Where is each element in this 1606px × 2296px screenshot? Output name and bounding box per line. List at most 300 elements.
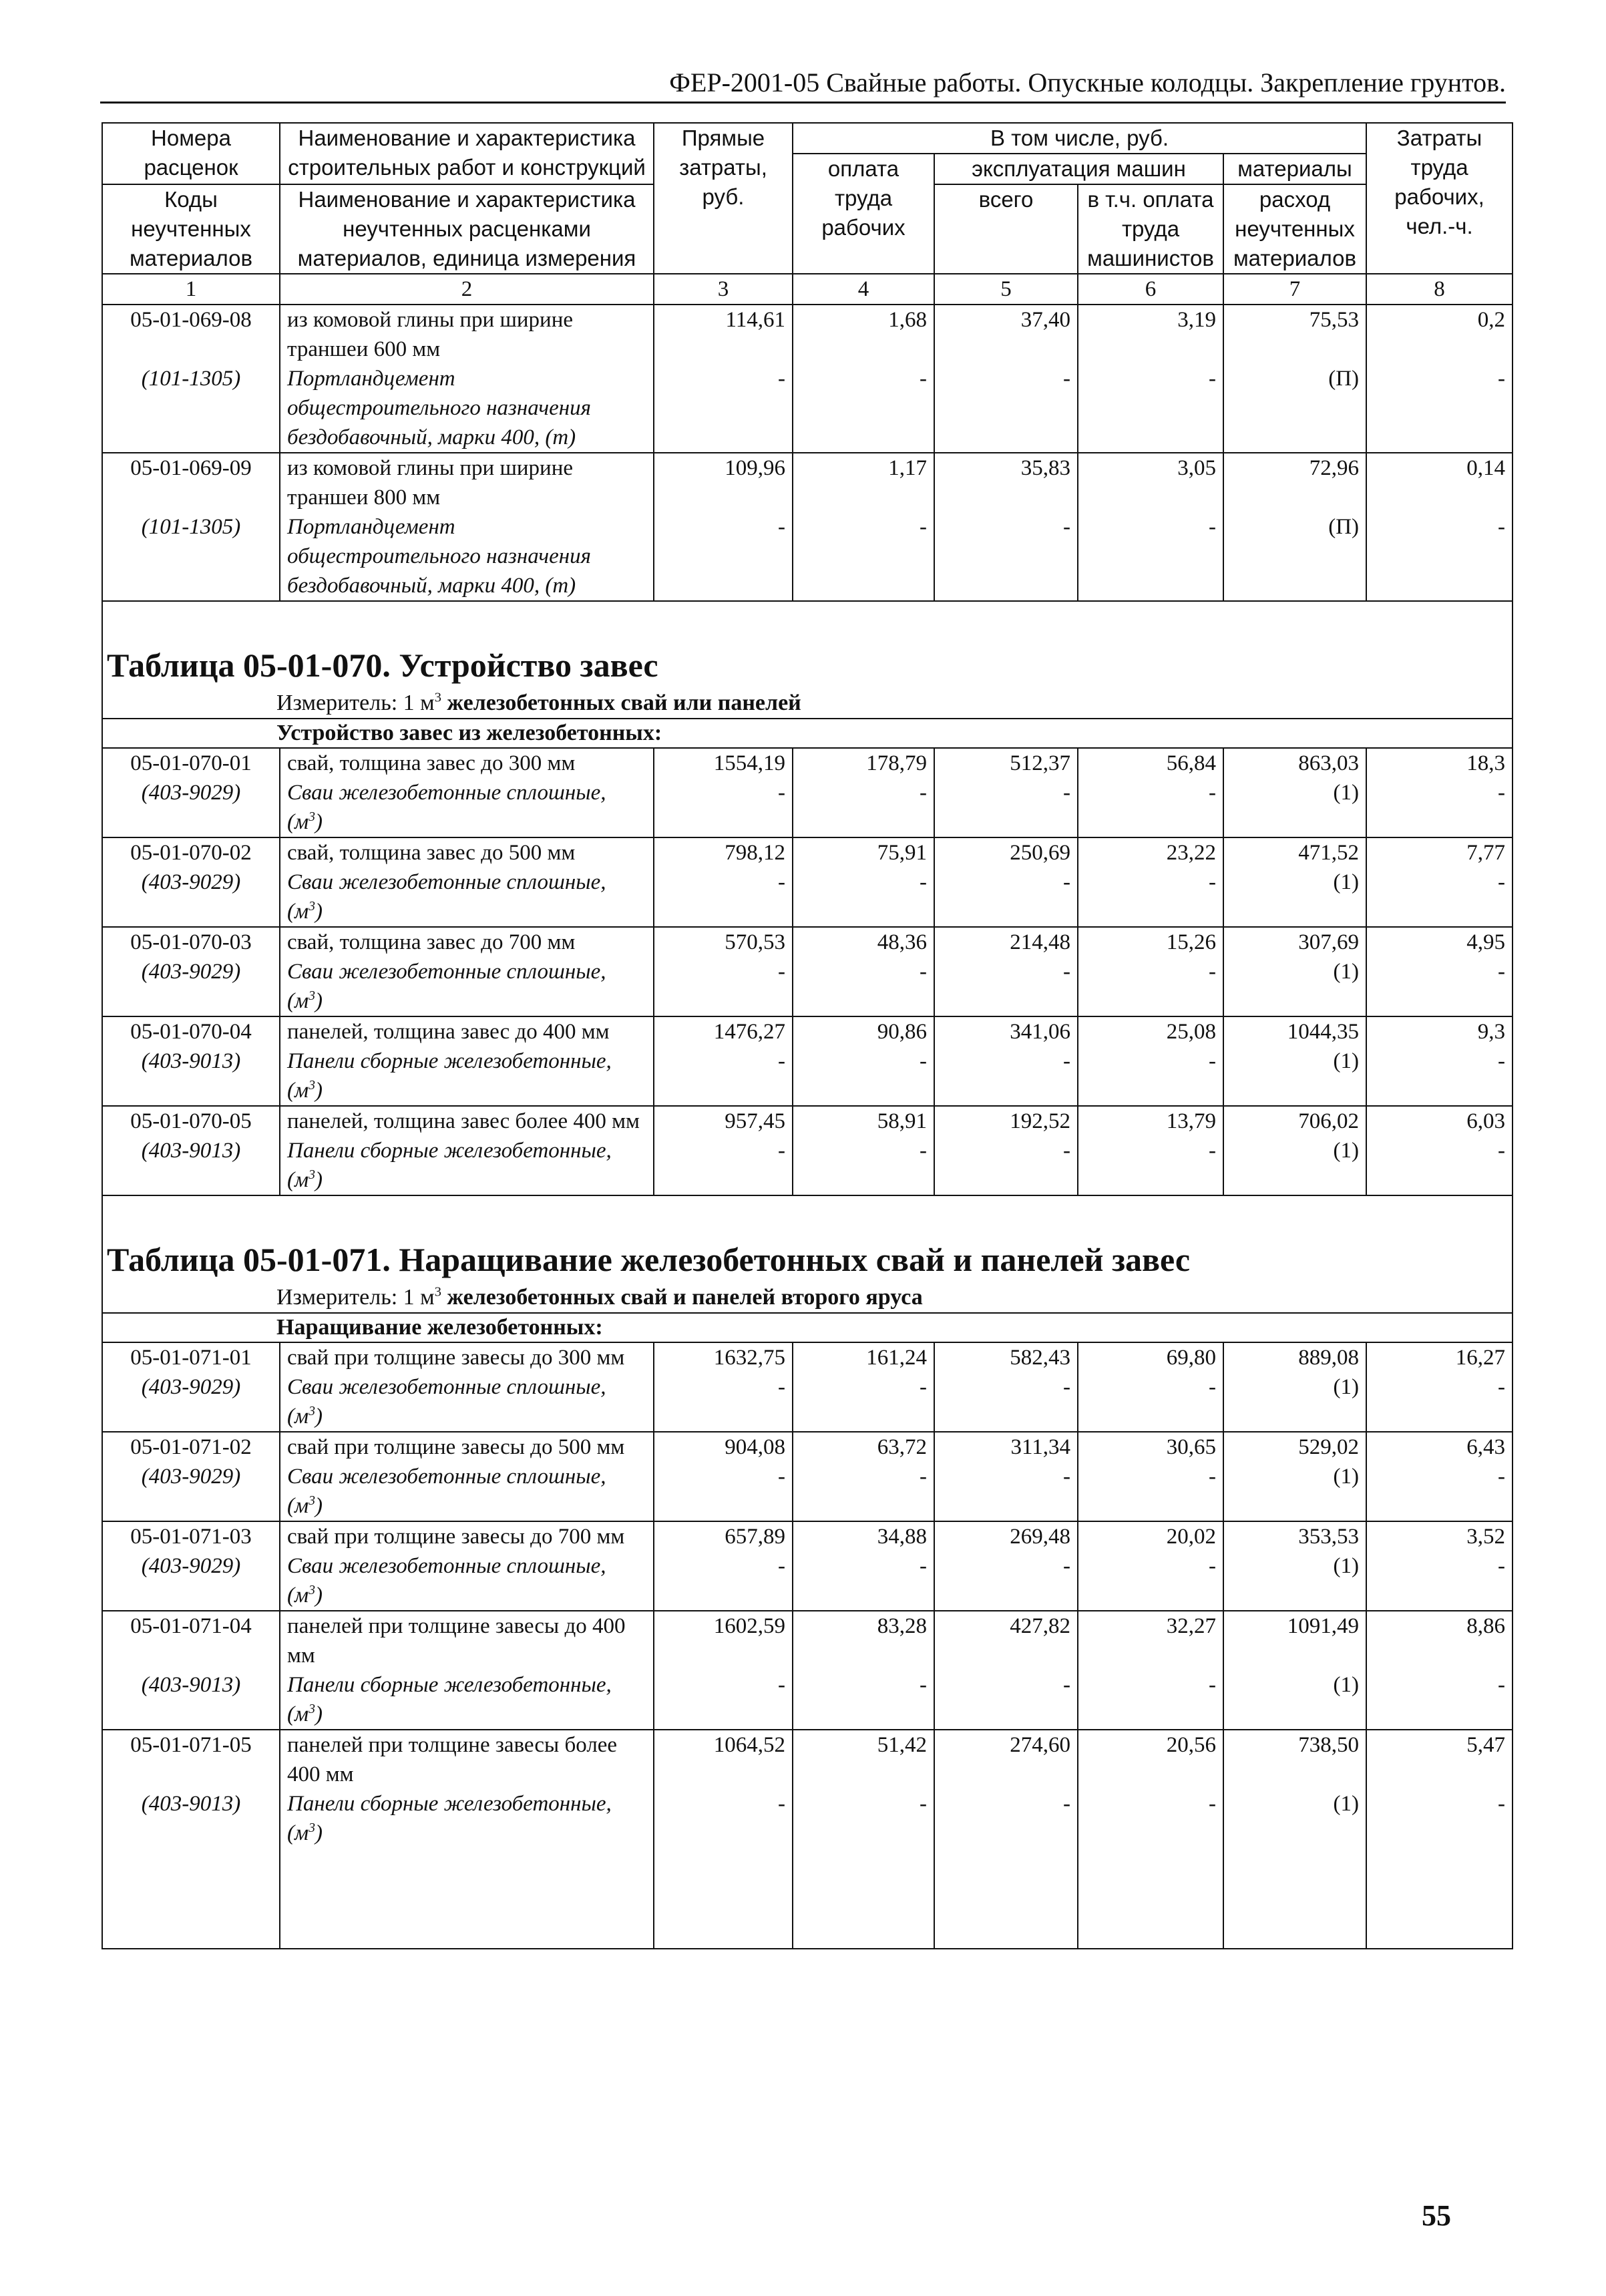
header-text: Коды неучтенных материалов: [129, 187, 253, 270]
value-labor: 51,42: [793, 1730, 934, 1789]
page-number: 55: [1422, 2199, 1451, 2232]
value-hours: 16,27: [1366, 1342, 1513, 1372]
rate-code: 05-01-070-03: [102, 927, 280, 957]
rate-code: 05-01-071-03: [102, 1521, 280, 1551]
rate-row: [102, 1730, 1513, 1789]
value-hours: 5,47: [1366, 1730, 1513, 1789]
material-m_labor: -: [793, 1136, 934, 1195]
material-name-text: Сваи железобетонные сплошные, (м: [287, 1554, 606, 1607]
header-text: Затраты труда рабочих, чел.-ч.: [1394, 126, 1484, 238]
table-title-row: [102, 642, 1513, 689]
header-materials: [1223, 154, 1366, 184]
material-code: (403-9029): [102, 1462, 280, 1521]
table-title: Таблица 05-01-070. Устройство завес: [102, 642, 1513, 689]
measure-prefix: Измеритель: 1 м: [276, 691, 435, 715]
material-m_mach: -: [934, 1136, 1078, 1195]
value-mat: 863,03: [1223, 748, 1366, 778]
rate-row: [102, 1342, 1513, 1372]
value-machlab: 56,84: [1078, 748, 1223, 778]
header-machinist-pay: [1078, 184, 1223, 274]
spacer-cell: [102, 601, 1513, 642]
material-row: [102, 512, 1513, 601]
header-text: всего: [978, 187, 1034, 212]
value-mat: 72,96: [1223, 453, 1366, 512]
material-m_mat: (П): [1223, 364, 1366, 453]
header-machine-total: [934, 184, 1078, 274]
header-text: оплата труда рабочих: [821, 156, 906, 240]
col-number: 3: [654, 274, 793, 305]
value-mach: 250,69: [934, 837, 1078, 868]
unit-close: ): [315, 1079, 323, 1103]
material-m_machlab: -: [1078, 512, 1223, 601]
material-m_mat: (1): [1223, 1372, 1366, 1432]
header-including: [793, 123, 1366, 154]
rates-table: [102, 122, 1513, 1949]
material-m_hours: -: [1366, 1136, 1513, 1195]
value-mach: 311,34: [934, 1432, 1078, 1462]
rate-code: 05-01-071-05: [102, 1730, 280, 1789]
header-rate-numbers: [102, 123, 280, 184]
material-m_direct: -: [654, 1670, 793, 1730]
material-m_mat: (1): [1223, 1462, 1366, 1521]
material-code: (403-9029): [102, 868, 280, 927]
table-title: Таблица 05-01-071. Наращивание железобетонных свай и панелей завес: [102, 1236, 1513, 1283]
value-machlab: 20,02: [1078, 1521, 1223, 1551]
value-mat: 353,53: [1223, 1521, 1366, 1551]
unit-close: ): [315, 1821, 323, 1845]
value-machlab: 3,05: [1078, 453, 1223, 512]
measure-cell: [102, 689, 1513, 719]
material-row: [102, 868, 1513, 927]
unit-close: ): [315, 1583, 323, 1607]
rate-row: [102, 927, 1513, 957]
material-m_machlab: -: [1078, 778, 1223, 837]
rate-code: 05-01-070-01: [102, 748, 280, 778]
material-m_hours: -: [1366, 364, 1513, 453]
value-machlab: 13,79: [1078, 1106, 1223, 1136]
subheading-row: [102, 1313, 1513, 1342]
material-m_mach: -: [934, 1670, 1078, 1730]
material-m_hours: -: [1366, 1551, 1513, 1611]
material-row: [102, 957, 1513, 1016]
unit-superscript: 3: [309, 1493, 315, 1508]
measure-row: [102, 1283, 1513, 1313]
material-m_hours: -: [1366, 868, 1513, 927]
material-m_labor: -: [793, 1372, 934, 1432]
measure-unit: [276, 1283, 1512, 1312]
value-direct: 1602,59: [654, 1611, 793, 1670]
material-code: (101-1305): [102, 364, 280, 453]
material-m_mat: (1): [1223, 868, 1366, 927]
unit-superscript: 3: [309, 899, 315, 914]
value-hours: 6,43: [1366, 1432, 1513, 1462]
material-m_labor: -: [793, 957, 934, 1016]
material-name-text: Сваи железобетонные сплошные, (м: [287, 1375, 606, 1428]
rate-description: свай, толщина завес до 700 мм: [280, 927, 654, 957]
value-labor: 75,91: [793, 837, 934, 868]
material-name: [280, 1551, 654, 1611]
unit-superscript: 3: [309, 809, 315, 824]
material-m_machlab: -: [1078, 868, 1223, 927]
value-mach: 35,83: [934, 453, 1078, 512]
value-hours: 0,2: [1366, 305, 1513, 364]
value-mat: 75,53: [1223, 305, 1366, 364]
material-name-text: Сваи железобетонные сплошные, (м: [287, 1465, 606, 1518]
material-m_machlab: -: [1078, 1372, 1223, 1432]
material-m_machlab: -: [1078, 1462, 1223, 1521]
value-labor: 58,91: [793, 1106, 934, 1136]
rate-code: 05-01-071-01: [102, 1342, 280, 1372]
value-machlab: 25,08: [1078, 1016, 1223, 1046]
rate-description: из комовой глины при ширине траншеи 600 мм: [280, 305, 654, 364]
material-m_hours: -: [1366, 1372, 1513, 1432]
rate-description: свай при толщине завесы до 300 мм: [280, 1342, 654, 1372]
subheading-cell: [102, 1313, 1513, 1342]
value-hours: 7,77: [1366, 837, 1513, 868]
value-machlab: 20,56: [1078, 1730, 1223, 1789]
header-text: Номера расценок: [144, 126, 238, 180]
material-name: [280, 957, 654, 1016]
page-header: ФЕР-2001-05 Свайные работы. Опускные колодцы. Закрепление грунтов.: [100, 64, 1506, 104]
value-direct: 1064,52: [654, 1730, 793, 1789]
material-m_labor: -: [793, 364, 934, 453]
material-name: [280, 1789, 654, 1848]
subheading: Наращивание железобетонных:: [276, 1315, 603, 1340]
spacer-cell: [102, 1195, 1513, 1236]
value-labor: 1,17: [793, 453, 934, 512]
unit-superscript: 3: [309, 1702, 315, 1716]
value-mat: 529,02: [1223, 1432, 1366, 1462]
header-text: В том числе, руб.: [990, 126, 1169, 150]
material-m_direct: -: [654, 1136, 793, 1195]
measure-cell: [102, 1283, 1513, 1313]
rate-code: 05-01-069-08: [102, 305, 280, 364]
material-code: (403-9029): [102, 957, 280, 1016]
material-m_direct: -: [654, 778, 793, 837]
value-direct: 657,89: [654, 1521, 793, 1551]
value-labor: 34,88: [793, 1521, 934, 1551]
unit-close: ): [315, 900, 323, 924]
material-code: (403-9013): [102, 1136, 280, 1195]
material-m_labor: -: [793, 1789, 934, 1848]
material-m_labor: -: [793, 512, 934, 601]
material-code: (101-1305): [102, 512, 280, 601]
rate-code: 05-01-070-04: [102, 1016, 280, 1046]
material-code: (403-9029): [102, 1372, 280, 1432]
rate-row: [102, 748, 1513, 778]
material-m_machlab: -: [1078, 1551, 1223, 1611]
material-m_labor: -: [793, 1462, 934, 1521]
value-mat: 1044,35: [1223, 1016, 1366, 1046]
material-name-text: Сваи железобетонные сплошные, (м: [287, 781, 606, 834]
header-row: [102, 123, 1513, 154]
unit-superscript: 3: [309, 1167, 315, 1182]
header-text: эксплуатация машин: [972, 156, 1186, 181]
unit-close: ): [315, 1702, 323, 1726]
value-mach: 192,52: [934, 1106, 1078, 1136]
col-number: 4: [793, 274, 934, 305]
rate-description: панелей при толщине завесы более 400 мм: [280, 1730, 654, 1789]
value-labor: 1,68: [793, 305, 934, 364]
value-labor: 63,72: [793, 1432, 934, 1462]
value-direct: 109,96: [654, 453, 793, 512]
material-name: [280, 778, 654, 837]
col-number: 7: [1223, 274, 1366, 305]
material-code: (403-9029): [102, 1551, 280, 1611]
material-m_mach: -: [934, 957, 1078, 1016]
material-m_machlab: -: [1078, 1789, 1223, 1848]
material-m_mat: (1): [1223, 1670, 1366, 1730]
material-m_mach: -: [934, 1789, 1078, 1848]
col-number: 8: [1366, 274, 1513, 305]
material-m_mach: -: [934, 1551, 1078, 1611]
material-code: (403-9013): [102, 1670, 280, 1730]
material-m_hours: -: [1366, 512, 1513, 601]
header-text: расход неучтенных материалов: [1233, 187, 1357, 270]
value-machlab: 3,19: [1078, 305, 1223, 364]
measure-prefix: Измеритель: 1 м: [276, 1285, 435, 1310]
unit-close: ): [315, 810, 323, 834]
value-mat: 1091,49: [1223, 1611, 1366, 1670]
value-mach: 269,48: [934, 1521, 1078, 1551]
material-row: [102, 364, 1513, 453]
material-name: [280, 1136, 654, 1195]
measure-unit: [276, 689, 1512, 718]
unit-superscript: 3: [309, 1078, 315, 1093]
header-text: материалы: [1237, 156, 1352, 181]
material-name: [280, 1372, 654, 1432]
material-m_hours: -: [1366, 778, 1513, 837]
rate-code: 05-01-070-02: [102, 837, 280, 868]
value-mach: 274,60: [934, 1730, 1078, 1789]
material-m_mat: (1): [1223, 1789, 1366, 1848]
material-m_mat: (1): [1223, 1046, 1366, 1106]
material-m_labor: -: [793, 868, 934, 927]
material-row: [102, 1136, 1513, 1195]
header-labor-costs: [1366, 123, 1513, 274]
material-m_machlab: -: [1078, 1670, 1223, 1730]
header-machine-ops: [934, 154, 1223, 184]
material-name-text: Сваи железобетонные сплошные, (м: [287, 960, 606, 1013]
rate-description: свай, толщина завес до 300 мм: [280, 748, 654, 778]
header-text: Наименование и характеристика строительных работ и конструкций: [288, 126, 646, 180]
material-m_mat: (П): [1223, 512, 1366, 601]
material-row: [102, 1462, 1513, 1521]
header-labor-pay: [793, 154, 934, 274]
rate-row: [102, 1521, 1513, 1551]
material-m_direct: -: [654, 1046, 793, 1106]
rate-code: 05-01-070-05: [102, 1106, 280, 1136]
value-mach: 214,48: [934, 927, 1078, 957]
value-direct: 1554,19: [654, 748, 793, 778]
col-number: 1: [102, 274, 280, 305]
material-row: [102, 1046, 1513, 1106]
material-name: [280, 1462, 654, 1521]
material-m_direct: -: [654, 1372, 793, 1432]
rate-code: 05-01-071-04: [102, 1611, 280, 1670]
material-m_mach: -: [934, 778, 1078, 837]
value-direct: 1476,27: [654, 1016, 793, 1046]
rate-row: [102, 1106, 1513, 1136]
rate-description: свай, толщина завес до 500 мм: [280, 837, 654, 868]
material-code: (403-9013): [102, 1046, 280, 1106]
value-hours: 6,03: [1366, 1106, 1513, 1136]
subheading-row: [102, 719, 1513, 748]
rate-row: [102, 305, 1513, 364]
value-labor: 83,28: [793, 1611, 934, 1670]
material-name: [280, 512, 654, 601]
material-m_mat: (1): [1223, 1136, 1366, 1195]
empty-cell: [1366, 1848, 1513, 1949]
material-m_mat: (1): [1223, 1551, 1366, 1611]
unit-superscript: 3: [309, 1404, 315, 1418]
value-labor: 161,24: [793, 1342, 934, 1372]
rate-code: 05-01-071-02: [102, 1432, 280, 1462]
header-text: в т.ч. оплата труда машинистов: [1087, 187, 1214, 270]
table-tail: [102, 1848, 1513, 1949]
rate-description: свай при толщине завесы до 700 мм: [280, 1521, 654, 1551]
value-hours: 3,52: [1366, 1521, 1513, 1551]
material-m_direct: -: [654, 512, 793, 601]
material-m_labor: -: [793, 778, 934, 837]
material-m_machlab: -: [1078, 1046, 1223, 1106]
column-numbers-row: [102, 274, 1513, 305]
header-text: Прямые затраты, руб.: [679, 126, 767, 209]
col-number: 5: [934, 274, 1078, 305]
material-m_direct: -: [654, 1462, 793, 1521]
rate-row: [102, 1611, 1513, 1670]
material-name-text: Портландцемент общестроительного назначения бездобавочный, марки 400, (т): [287, 515, 591, 598]
material-m_mat: (1): [1223, 778, 1366, 837]
material-m_mach: -: [934, 364, 1078, 453]
rate-row: [102, 1016, 1513, 1046]
empty-cell: [1078, 1848, 1223, 1949]
material-m_hours: -: [1366, 1046, 1513, 1106]
section-spacer: [102, 601, 1513, 642]
value-direct: 904,08: [654, 1432, 793, 1462]
material-m_machlab: -: [1078, 1136, 1223, 1195]
material-m_mach: -: [934, 512, 1078, 601]
unit-superscript: 3: [309, 1583, 315, 1597]
material-m_machlab: -: [1078, 364, 1223, 453]
measure-rest: железобетонных свай и панелей второго яруса: [447, 1285, 923, 1310]
col-number: 2: [280, 274, 654, 305]
value-labor: 90,86: [793, 1016, 934, 1046]
material-name: [280, 868, 654, 927]
value-direct: 957,45: [654, 1106, 793, 1136]
header-unaccounted-name: [280, 184, 654, 274]
material-m_labor: -: [793, 1046, 934, 1106]
value-machlab: 32,27: [1078, 1611, 1223, 1670]
material-m_hours: -: [1366, 1670, 1513, 1730]
header-work-name: [280, 123, 654, 184]
material-m_hours: -: [1366, 1789, 1513, 1848]
material-name-text: Панели сборные железобетонные, (м: [287, 1792, 612, 1845]
header-unaccounted-codes: [102, 184, 280, 274]
rate-description: панелей, толщина завес до 400 мм: [280, 1016, 654, 1046]
material-name-text: Сваи железобетонные сплошные, (м: [287, 870, 606, 924]
material-name: [280, 1046, 654, 1106]
material-row: [102, 1789, 1513, 1848]
empty-cell: [1223, 1848, 1366, 1949]
material-m_hours: -: [1366, 1462, 1513, 1521]
value-mat: 706,02: [1223, 1106, 1366, 1136]
material-m_mach: -: [934, 868, 1078, 927]
empty-cell: [793, 1848, 934, 1949]
material-m_mach: -: [934, 1462, 1078, 1521]
material-row: [102, 1551, 1513, 1611]
material-m_direct: -: [654, 364, 793, 453]
material-row: [102, 778, 1513, 837]
unit-close: ): [315, 989, 323, 1013]
rate-description: из комовой глины при ширине траншеи 800 мм: [280, 453, 654, 512]
rate-code: 05-01-069-09: [102, 453, 280, 512]
value-mach: 37,40: [934, 305, 1078, 364]
rate-description: свай при толщине завесы до 500 мм: [280, 1432, 654, 1462]
material-name-text: Панели сборные железобетонные, (м: [287, 1673, 612, 1726]
material-m_labor: -: [793, 1670, 934, 1730]
value-mat: 889,08: [1223, 1342, 1366, 1372]
section-spacer: [102, 1195, 1513, 1236]
unit-close: ): [315, 1494, 323, 1518]
unit-close: ): [315, 1404, 323, 1428]
measure-superscript: 3: [434, 1284, 441, 1300]
table-title-row: [102, 1236, 1513, 1283]
value-hours: 9,3: [1366, 1016, 1513, 1046]
empty-cell: [102, 1848, 280, 1949]
material-code: (403-9029): [102, 778, 280, 837]
unit-superscript: 3: [309, 988, 315, 1003]
material-row: [102, 1670, 1513, 1730]
material-m_mat: (1): [1223, 957, 1366, 1016]
value-labor: 48,36: [793, 927, 934, 957]
value-mach: 427,82: [934, 1611, 1078, 1670]
value-mach: 512,37: [934, 748, 1078, 778]
material-m_direct: -: [654, 957, 793, 1016]
col-number: 6: [1078, 274, 1223, 305]
value-direct: 114,61: [654, 305, 793, 364]
measure-superscript: 3: [434, 690, 441, 705]
unit-superscript: 3: [309, 1821, 315, 1835]
value-hours: 8,86: [1366, 1611, 1513, 1670]
value-mat: 738,50: [1223, 1730, 1366, 1789]
measure-row: [102, 689, 1513, 719]
material-m_machlab: -: [1078, 957, 1223, 1016]
rate-row: [102, 453, 1513, 512]
value-hours: 18,3: [1366, 748, 1513, 778]
rate-row: [102, 837, 1513, 868]
value-mach: 341,06: [934, 1016, 1078, 1046]
value-machlab: 23,22: [1078, 837, 1223, 868]
value-machlab: 69,80: [1078, 1342, 1223, 1372]
material-name-text: Панели сборные железобетонные, (м: [287, 1139, 612, 1192]
material-m_labor: -: [793, 1551, 934, 1611]
material-name: [280, 1670, 654, 1730]
header-text: Наименование и характеристика неучтенных расценками материалов, единица измерения: [297, 187, 636, 270]
material-row: [102, 1372, 1513, 1432]
material-m_mach: -: [934, 1046, 1078, 1106]
value-mat: 471,52: [1223, 837, 1366, 868]
value-direct: 798,12: [654, 837, 793, 868]
material-name-text: Панели сборные железобетонные, (м: [287, 1049, 612, 1103]
header-direct-costs: [654, 123, 793, 274]
subheading: Устройство завес из железобетонных:: [276, 721, 662, 745]
value-mach: 582,43: [934, 1342, 1078, 1372]
value-hours: 0,14: [1366, 453, 1513, 512]
value-hours: 4,95: [1366, 927, 1513, 957]
table-body: [102, 123, 1513, 1949]
subheading-cell: [102, 719, 1513, 748]
